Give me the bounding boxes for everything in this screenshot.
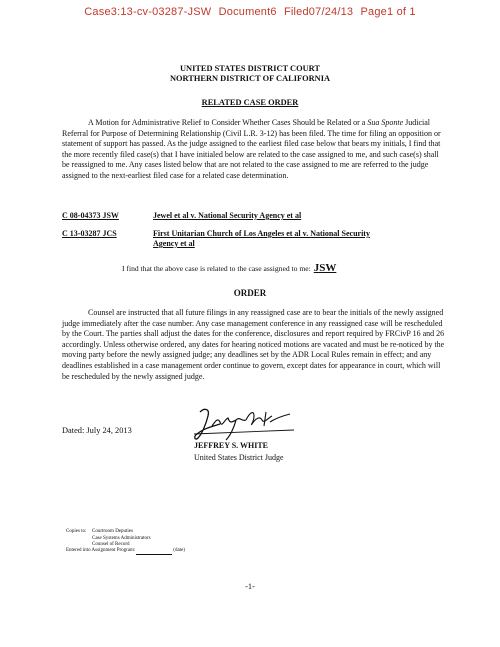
intro-text-1: A Motion for Administrative Relief to Consider Whether Cases Should be Related or a	[88, 118, 368, 127]
court-caption	[0, 64, 500, 84]
dated-line: Dated: July 24, 2013	[62, 426, 132, 435]
document-title: RELATED CASE ORDER	[201, 98, 299, 107]
recipient: Case Systems Administrators	[92, 535, 151, 541]
signature-image	[190, 404, 300, 444]
judge-initials: JSW	[313, 262, 337, 274]
assignment-program-line	[66, 548, 185, 555]
program-label: Entered into Assignment Program:	[66, 548, 136, 553]
relation-finding	[122, 262, 336, 274]
case-caption: Jewel et al v. National Security Agency et al	[153, 211, 302, 220]
judge-title: United States District Judge	[194, 453, 284, 462]
sua-sponte-text: Sua Sponte	[367, 118, 404, 127]
page-number: -1-	[245, 582, 255, 591]
case-caption: First Unitarian Church of Los Angeles et al v. National Security Agency et al	[153, 229, 370, 248]
case-number: C 13-03287 JCS	[62, 229, 117, 238]
order-heading: ORDER	[233, 288, 267, 298]
case-number: C 08-04373 JSW	[62, 211, 119, 220]
date-blank	[136, 549, 172, 555]
intro-paragraph	[62, 118, 448, 182]
finding-text: I find that the above case is related to the case assigned to me:	[122, 264, 311, 273]
judge-name: JEFFREY S. WHITE	[194, 441, 269, 450]
case-number-stamp: Case3:13-cv-03287-JSW	[84, 6, 212, 18]
intro-text-2: Judicial Referral for Purpose of Determining Relationship (Civil L.R. 3-12) has been filed. The time for filing an opposition or statement of support has passed. As the judge assigned to the earliest filed case below that bears my initials, I find that the more recently filed case(s) that I have initialed below are related to the case assigned to me, and such case(s) shall be reassigned to me. Any cases listed below that are not related to the case assigned to me are referred to the judge assigned to the next-earliest filed case for a related case determination.	[62, 118, 441, 180]
order-paragraph: Counsel are instructed that all future filings in any reassigned case are to bear the initials of the newly assigned judge immediately after the case number. Any case management conference in any reassigned case will be rescheduled by the Court. The parties shall adjust the dates for the conference, disclosures and report required by FRCivP 16 and 26 accordingly. Unless otherwise ordered, any dates for hearing noticed motions are vacated and must be re-noticed by the moving party before the newly assigned judge; any deadlines set by the ADR Local Rules remain in effect; and any deadlines established in a case management order continue to govern, except dates for appearance in court, which will be rescheduled by the newly assigned judge.	[62, 308, 445, 381]
court-district: NORTHERN DISTRICT OF CALIFORNIA	[169, 74, 330, 83]
program-date-label: (date)	[173, 548, 185, 553]
copies-label: Copies to:	[66, 529, 87, 534]
court-name: UNITED STATES DISTRICT COURT	[179, 64, 321, 73]
recipient: Counsel of Record	[92, 542, 130, 547]
page-count-stamp: Page1 of 1	[360, 6, 416, 18]
ecf-header	[0, 6, 500, 18]
recipient: Courtroom Deputies	[92, 529, 133, 534]
document-number-stamp: Document6	[218, 6, 277, 18]
copies-recipients	[92, 529, 151, 549]
filed-date-stamp: Filed07/24/13	[283, 6, 354, 18]
